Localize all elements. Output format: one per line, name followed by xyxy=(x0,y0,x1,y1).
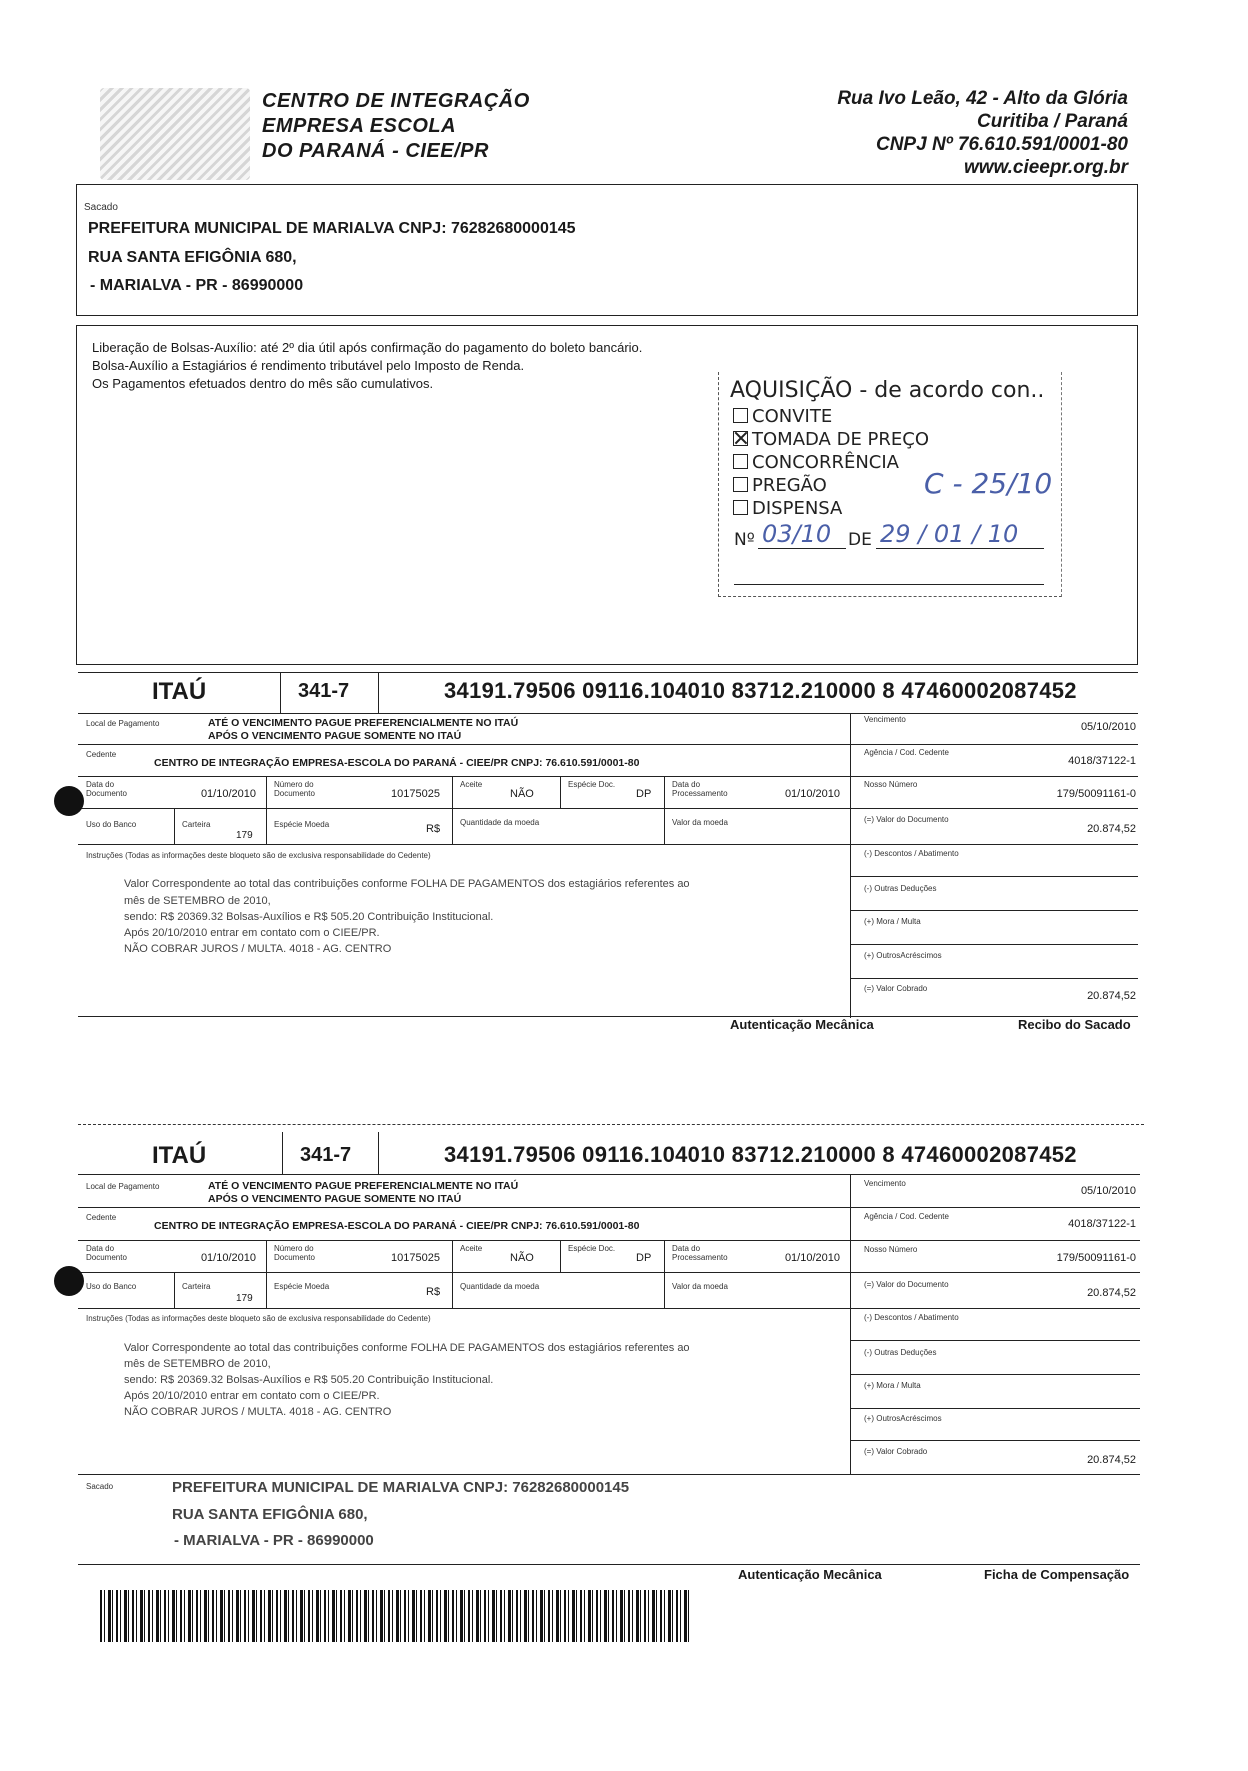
boleto2-local-line-1: ATÉ O VENCIMENTO PAGUE PREFERENCIALMENTE NO ITAÚ xyxy=(208,1180,519,1192)
boleto1-agencia: 4018/37122-1 xyxy=(1068,755,1136,767)
boleto2-vencimento: 05/10/2010 xyxy=(1080,1185,1136,1197)
boleto1-valor-cobrado-label: (=) Valor Cobrado xyxy=(864,984,928,993)
address-line-2: Curitiba / Paraná xyxy=(977,111,1128,132)
boleto1-right-column-divider xyxy=(850,713,851,1018)
boleto1-rule xyxy=(78,713,1138,714)
boleto1-especie-doc: DP xyxy=(636,788,652,800)
boleto1-local-label: Local de Pagamento xyxy=(86,719,160,728)
stamp-option-tomada-de-preco: TOMADA DE PREÇO xyxy=(733,429,929,450)
boleto2-cell-divider xyxy=(266,1240,267,1308)
boleto2-instrucoes-label: Instruções (Todas as informações deste bloqueto são de exclusiva responsabilidade do Cedente) xyxy=(86,1314,431,1323)
notice-line-1: Liberação de Bolsas-Auxílio: até 2º dia útil após confirmação do pagamento do boleto bancário. xyxy=(92,340,643,355)
boleto1-instrucao-2: mês de SETEMBRO de 2010, xyxy=(124,895,271,907)
boleto2-instrucao-1: Valor Correspondente ao total das contribuições conforme FOLHA DE PAGAMENTOS dos estagiários referentes ao xyxy=(124,1342,690,1354)
handwritten-code: C - 25/10 xyxy=(924,467,1053,500)
boleto2-right-column-divider xyxy=(850,1174,851,1474)
boleto1-top-rule xyxy=(78,672,1138,673)
boleto1-vencimento-label: Vencimento xyxy=(864,715,906,724)
boleto2-cell-divider xyxy=(560,1240,561,1272)
boleto1-agencia-label: Agência / Cod. Cedente xyxy=(864,748,949,757)
stamp-option-dispensa: DISPENSA xyxy=(733,498,842,519)
boleto2-num-doc-label: Número do Documento xyxy=(274,1244,315,1262)
boleto1-num-doc: 10175025 xyxy=(391,788,440,800)
boleto1-especie-moeda: R$ xyxy=(426,823,441,835)
boleto1-rule xyxy=(78,808,1138,809)
boleto1-carteira-label: Carteira xyxy=(182,820,211,829)
stamp-title: AQUISIÇÃO - de acordo con.. xyxy=(730,378,1045,403)
boleto2-num-doc: 10175025 xyxy=(391,1252,440,1264)
boleto2-bank-name: ITAÚ xyxy=(152,1142,207,1169)
boleto1-especie-doc-label: Espécie Doc. xyxy=(568,780,616,789)
boleto2-rule xyxy=(850,1440,1140,1441)
boleto2-cell-divider xyxy=(174,1272,175,1308)
boleto2-autenticacao: Autenticação Mecânica xyxy=(738,1567,882,1582)
boleto1-rule xyxy=(850,978,1138,979)
boleto1-valor-cobrado: 20.874,52 xyxy=(1087,990,1136,1002)
boleto2-cell-divider xyxy=(664,1240,665,1308)
address-line-1: Rua Ivo Leão, 42 - Alto da Glória xyxy=(837,88,1128,109)
boleto2-instrucao-3: sendo: R$ 20369.32 Bolsas-Auxílios e R$ 505.20 Contribuição Institucional. xyxy=(124,1374,494,1386)
boleto2-divider xyxy=(282,1132,283,1174)
boleto2-rule xyxy=(850,1374,1140,1375)
boleto2-data-doc-label: Data do Documento xyxy=(86,1244,127,1262)
boleto2-valor-doc: 20.874,52 xyxy=(1087,1287,1136,1299)
stamp-option-convite: CONVITE xyxy=(733,406,832,427)
boleto1-valor-doc-label: (=) Valor do Documento xyxy=(864,815,949,824)
boleto2-valor-cobrado-label: (=) Valor Cobrado xyxy=(864,1447,928,1456)
boleto1-rule xyxy=(78,776,1138,777)
notice-line-3: Os Pagamentos efetuados dentro do mês são cumulativos. xyxy=(92,376,434,391)
stamp-number-value: 03/10 xyxy=(762,520,832,548)
boleto2-local-label: Local de Pagamento xyxy=(86,1182,160,1191)
checkbox-unchecked-icon xyxy=(733,500,748,515)
boleto1-rule xyxy=(850,910,1138,911)
boleto2-vencimento-label: Vencimento xyxy=(864,1179,906,1188)
boleto1-aceite: NÃO xyxy=(510,788,534,800)
boleto2-quantidade-label: Quantidade da moeda xyxy=(460,1282,540,1291)
stamp-option-concorrencia: CONCORRÊNCIA xyxy=(733,452,899,473)
boleto1-mora-label: (+) Mora / Multa xyxy=(864,917,921,926)
boleto2-rule xyxy=(78,1174,1140,1175)
boleto1-bottom-rule xyxy=(78,1016,1138,1017)
boleto1-rule xyxy=(850,944,1138,945)
boleto2-nosso-numero: 179/50091161-0 xyxy=(1056,1252,1136,1264)
boleto2-aceite-label: Aceite xyxy=(460,1244,483,1253)
boleto1-bank-name: ITAÚ xyxy=(152,678,207,705)
boleto1-cell-divider xyxy=(452,776,453,844)
boleto2-carteira-label: Carteira xyxy=(182,1282,211,1291)
sacado-label: Sacado xyxy=(84,202,118,213)
boleto1-instrucao-4: Após 20/10/2010 entrar em contato com o CIEE/PR. xyxy=(124,927,380,939)
boleto1-instrucao-3: sendo: R$ 20369.32 Bolsas-Auxílios e R$ 505.20 Contribuição Institucional. xyxy=(124,911,494,923)
boleto1-bank-code: 341-7 xyxy=(298,680,350,702)
notice-line-2: Bolsa-Auxílio a Estagiários é rendimento tributável pelo Imposto de Renda. xyxy=(92,358,525,373)
boleto2-cedente: CENTRO DE INTEGRAÇÃO EMPRESA-ESCOLA DO PARANÁ - CIEE/PR CNPJ: 76.610.591/0001-80 xyxy=(154,1220,640,1232)
checkbox-unchecked-icon xyxy=(733,454,748,469)
boleto1-cell-divider xyxy=(560,776,561,808)
sacado-name: PREFEITURA MUNICIPAL DE MARIALVA CNPJ: 76282680000145 xyxy=(88,220,576,237)
boleto1-cell-divider xyxy=(266,776,267,844)
boleto2-agencia-label: Agência / Cod. Cedente xyxy=(864,1212,949,1221)
punch-hole xyxy=(54,786,84,816)
boleto2-agencia: 4018/37122-1 xyxy=(1068,1218,1136,1230)
sacado-street: RUA SANTA EFIGÔNIA 680, xyxy=(88,249,297,266)
boleto2-bank-code: 341-7 xyxy=(300,1144,352,1166)
boleto1-rule xyxy=(78,844,1138,845)
payment-barcode xyxy=(100,1590,690,1642)
boleto2-rule xyxy=(78,1207,1140,1208)
boleto2-rule xyxy=(850,1340,1140,1341)
boleto2-data-proc: 01/10/2010 xyxy=(784,1252,840,1264)
boleto1-uso-banco-label: Uso do Banco xyxy=(86,820,137,829)
org-name-line-3: DO PARANÁ - CIEE/PR xyxy=(262,140,489,162)
boleto1-outros-acrescimos-label: (+) OutrosAcréscimos xyxy=(864,951,942,960)
boleto1-autenticacao: Autenticação Mecânica xyxy=(730,1017,874,1032)
recibo-do-sacado: Recibo do Sacado xyxy=(1018,1017,1131,1032)
cnpj-line: CNPJ Nº 76.610.591/0001-80 xyxy=(875,134,1128,155)
boleto1-cedente-label: Cedente xyxy=(86,750,117,759)
boleto1-nosso-numero-label: Nosso Número xyxy=(864,780,918,789)
checkbox-checked-icon xyxy=(733,431,748,446)
org-name-line-2: EMPRESA ESCOLA xyxy=(262,115,457,137)
boleto2-data-doc: 01/10/2010 xyxy=(200,1252,256,1264)
boleto1-instrucoes-label: Instruções (Todas as informações deste bloqueto são de exclusiva responsabilidade do Cedente) xyxy=(86,851,431,860)
boleto1-nosso-numero: 179/50091161-0 xyxy=(1056,788,1136,800)
boleto2-especie-doc: DP xyxy=(636,1252,652,1264)
boleto2-descontos-label: (-) Descontos / Abatimento xyxy=(864,1313,959,1322)
boleto2-local-line-2: APÓS O VENCIMENTO PAGUE SOMENTE NO ITAÚ xyxy=(208,1193,462,1205)
boleto1-divider xyxy=(280,672,281,714)
boleto2-sacado-street: RUA SANTA EFIGÔNIA 680, xyxy=(172,1506,368,1523)
punch-hole xyxy=(54,1266,84,1296)
boleto2-especie-moeda: R$ xyxy=(426,1286,441,1298)
boleto1-num-doc-label: Número do Documento xyxy=(274,780,315,798)
boleto2-rule xyxy=(78,1240,1140,1241)
boleto2-sacado-name: PREFEITURA MUNICIPAL DE MARIALVA CNPJ: 76282680000145 xyxy=(172,1479,630,1496)
boleto1-quantidade-label: Quantidade da moeda xyxy=(460,818,540,827)
checkbox-unchecked-icon xyxy=(733,408,748,423)
boleto1-especie-moeda-label: Espécie Moeda xyxy=(274,820,330,829)
boleto2-especie-moeda-label: Espécie Moeda xyxy=(274,1282,330,1291)
boleto1-instrucao-5: NÃO COBRAR JUROS / MULTA. 4018 - AG. CENTRO xyxy=(124,943,392,955)
boleto2-rule xyxy=(78,1308,1140,1309)
stamp-date-value: 29 / 01 / 10 xyxy=(880,520,1019,548)
ficha-de-compensacao: Ficha de Compensação xyxy=(984,1567,1130,1582)
boleto1-valor-moeda-label: Valor da moeda xyxy=(672,818,728,827)
boleto2-divider xyxy=(378,1132,379,1174)
boleto2-especie-doc-label: Espécie Doc. xyxy=(568,1244,616,1253)
boleto2-rule xyxy=(850,1408,1140,1409)
ciee-logo xyxy=(100,88,250,180)
boleto1-data-proc: 01/10/2010 xyxy=(784,788,840,800)
boleto1-data-doc-label: Data do Documento xyxy=(86,780,127,798)
boleto1-vencimento: 05/10/2010 xyxy=(1080,721,1136,733)
boleto2-instrucao-2: mês de SETEMBRO de 2010, xyxy=(124,1358,271,1370)
boleto2-instrucao-5: NÃO COBRAR JUROS / MULTA. 4018 - AG. CENTRO xyxy=(124,1406,392,1418)
boleto1-cell-divider xyxy=(664,776,665,844)
sacado-city: - MARIALVA - PR - 86990000 xyxy=(90,277,304,294)
stamp-date-underline xyxy=(876,548,1044,549)
boleto1-cedente: CENTRO DE INTEGRAÇÃO EMPRESA-ESCOLA DO PARANÁ - CIEE/PR CNPJ: 76.610.591/0001-80 xyxy=(154,757,640,769)
boleto2-cedente-label: Cedente xyxy=(86,1213,117,1222)
boleto2-outros-acrescimos-label: (+) OutrosAcréscimos xyxy=(864,1414,942,1423)
boleto2-valor-doc-label: (=) Valor do Documento xyxy=(864,1280,949,1289)
boleto1-rule xyxy=(850,876,1138,877)
boleto2-nosso-numero-label: Nosso Número xyxy=(864,1245,918,1254)
boleto2-rule xyxy=(78,1474,1140,1475)
boleto2-sacado-city: - MARIALVA - PR - 86990000 xyxy=(174,1532,374,1549)
checkbox-unchecked-icon xyxy=(733,477,748,492)
boleto2-uso-banco-label: Uso do Banco xyxy=(86,1282,137,1291)
boleto1-descontos-label: (-) Descontos / Abatimento xyxy=(864,849,959,858)
stamp-bottom-line xyxy=(734,584,1044,585)
boleto1-local-line-2: APÓS O VENCIMENTO PAGUE SOMENTE NO ITAÚ xyxy=(208,730,462,742)
stamp-number-label: Nº xyxy=(734,530,755,550)
boleto2-sacado-label: Sacado xyxy=(86,1482,114,1491)
boleto1-divider xyxy=(378,672,379,714)
stamp-option-pregao: PREGÃO xyxy=(733,475,827,496)
stamp-de-label: DE xyxy=(848,530,872,550)
boleto1-aceite-label: Aceite xyxy=(460,780,483,789)
boleto2-data-proc-label: Data do Processamento xyxy=(672,1244,728,1262)
boleto2-carteira: 179 xyxy=(236,1293,253,1304)
boleto2-bottom-rule xyxy=(78,1564,1140,1565)
boleto1-outras-deducoes-label: (-) Outras Deduções xyxy=(864,884,937,893)
boleto2-digitable-line: 34191.79506 09116.104010 83712.210000 8 47460002087452 xyxy=(444,1142,1077,1167)
boleto1-digitable-line: 34191.79506 09116.104010 83712.210000 8 47460002087452 xyxy=(444,678,1077,703)
boleto1-instrucao-1: Valor Correspondente ao total das contribuições conforme FOLHA DE PAGAMENTOS dos estagiários referentes ao xyxy=(124,878,690,890)
website: www.cieepr.org.br xyxy=(963,157,1128,178)
boleto2-cell-divider xyxy=(452,1240,453,1308)
boleto2-mora-label: (+) Mora / Multa xyxy=(864,1381,921,1390)
boleto1-rule xyxy=(78,744,1138,745)
boleto1-cell-divider xyxy=(174,808,175,844)
stamp-number-underline xyxy=(758,548,846,549)
boleto2-aceite: NÃO xyxy=(510,1252,534,1264)
cut-line xyxy=(78,1124,1144,1125)
boleto2-rule xyxy=(78,1272,1140,1273)
boleto1-local-line-1: ATÉ O VENCIMENTO PAGUE PREFERENCIALMENTE NO ITAÚ xyxy=(208,717,519,729)
boleto2-valor-moeda-label: Valor da moeda xyxy=(672,1282,728,1291)
boleto1-data-doc: 01/10/2010 xyxy=(200,788,256,800)
org-name-line-1: CENTRO DE INTEGRAÇÃO xyxy=(262,90,530,112)
boleto2-instrucao-4: Após 20/10/2010 entrar em contato com o CIEE/PR. xyxy=(124,1390,380,1402)
boleto1-data-proc-label: Data do Processamento xyxy=(672,780,728,798)
boleto1-carteira: 179 xyxy=(236,830,253,841)
boleto2-outras-deducoes-label: (-) Outras Deduções xyxy=(864,1348,937,1357)
boleto1-valor-doc: 20.874,52 xyxy=(1087,823,1136,835)
boleto2-valor-cobrado: 20.874,52 xyxy=(1087,1454,1136,1466)
